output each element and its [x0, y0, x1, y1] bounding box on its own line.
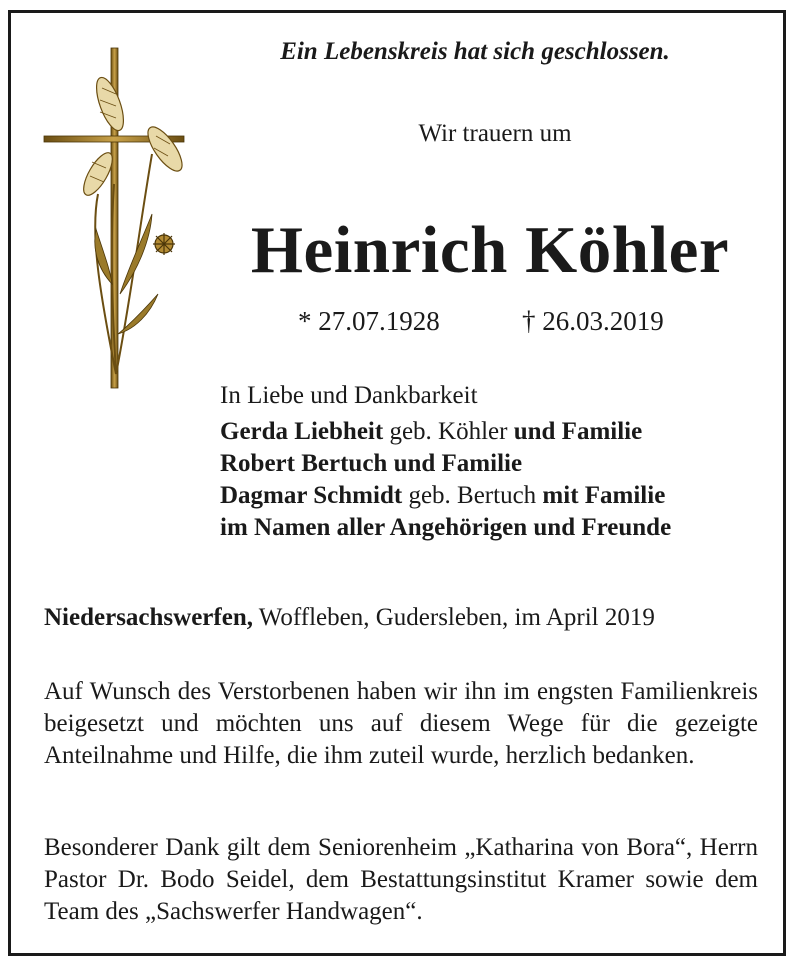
mourners-heading: In Liebe und Dankbarkeit [220, 382, 478, 409]
mourner-family: mit Familie [542, 482, 666, 509]
mourner-name: Gerda Liebheit [220, 418, 384, 445]
thanks-paragraph: Auf Wunsch des Verstorbenen haben wir ihn im engsten Familienkreis beigesetzt und möchten uns auf diesem Wege für die gezeigte Anteilnahme und Hilfe, die ihm zuteil wurde, herzlich bedanken. [44, 678, 758, 769]
mourner-name: im Namen aller Angehörigen und Freunde [220, 514, 672, 541]
mourner-family: und Familie [513, 418, 643, 445]
mourner-line [220, 512, 671, 544]
mourner-note: geb. Bertuch [402, 482, 543, 509]
mourner-name: Robert Bertuch und Familie [220, 450, 523, 477]
mourner-line [220, 480, 671, 512]
intro-text: Wir trauern um [418, 120, 572, 147]
mourner-line [220, 448, 671, 480]
place-and-date [44, 604, 758, 632]
mourner-name: Dagmar Schmidt [220, 482, 403, 509]
death-date: † 26.03.2019 [522, 306, 664, 336]
special-thanks-paragraph: Besonderer Dank gilt dem Seniorenheim „Katharina von Bora“, Herrn Pastor Dr. Bodo Seidel, dem Bestattungsinstitut Kramer sowie dem Team des „Sachswerfer Handwagen“. [44, 834, 758, 925]
mourner-line [220, 416, 671, 448]
place-main: Niedersachswerfen, [44, 604, 253, 631]
mourner-note: geb. Köhler [383, 418, 514, 445]
cross-with-wheat-icon [40, 44, 200, 394]
place-rest: Woffleben, Gudersleben, im April 2019 [252, 604, 655, 631]
deceased-name: Heinrich Köhler [250, 213, 730, 287]
motto-headline: Ein Lebenskreis hat sich geschlossen. [280, 38, 670, 65]
birth-date: * 27.07.1928 [298, 306, 440, 336]
mourners-list [220, 380, 671, 544]
